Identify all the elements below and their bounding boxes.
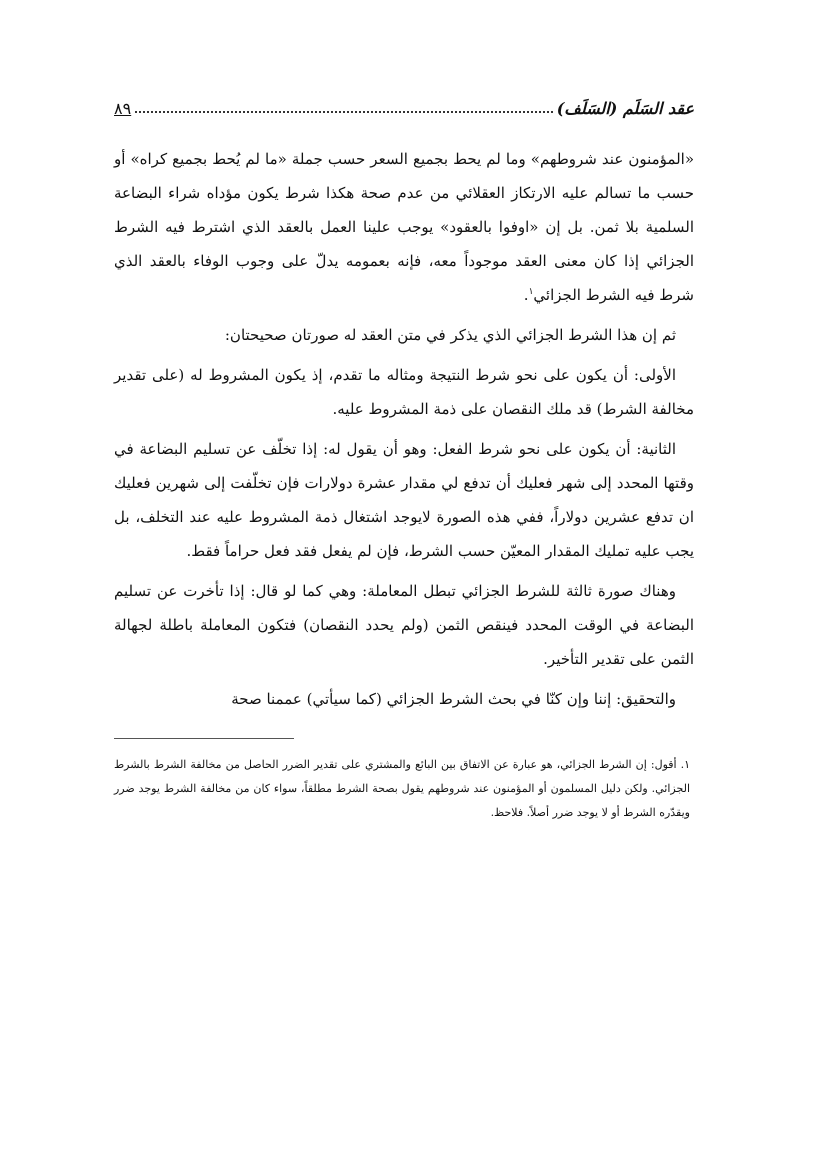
paragraph-1-text: «المؤمنون عند شروطهم» وما لم يحط بجميع السعر حسب جملة «ما لم يُحط بجميع كراه» أو حسب ما تسالم عليه الارتكاز العقلائي من عدم صحة هكذا شرط يكون مؤداه شراء البضاعة السلمية بلا ثمن. بل إن «اوفوا بالعقود» يوجب علينا العمل بالعقد الذي اشترط فيه الشرط الجزائي إذا كان معنى العقد موجوداً معه، فإنه بعمومه يدلّ على وجوب الوفاء بالعقد الذي شرط فيه الشرط الجزائي bbox=[114, 150, 694, 304]
paragraph-6: والتحقيق: إننا وإن كنّا في بحث الشرط الجزائي (كما سيأتي) عممنا صحة bbox=[231, 690, 676, 708]
footnote-reference[interactable]: ١ bbox=[528, 287, 534, 297]
footnote-text: أقول: إن الشرط الجزائي، هو عبارة عن الاتفاق بين البائع والمشتري على تقدير الضرر الحاصل من مخالفة الشرط بالشرط الجزائي. ولكن دليل المسلمون أو المؤمنون عند شروطهم يقول بصحة الشرط مطلقاً، سواء كان من مخالفة الشرط يوجد ضرر ويقدّره الشرط أو لا يوجد ضرر أصلاً. فلاحظ. bbox=[114, 758, 690, 819]
footnote-number: ١. bbox=[680, 758, 690, 771]
chapter-title: عقد السَلَم (السَلَف) bbox=[556, 99, 694, 118]
paragraph-3: الأولى: أن يكون على نحو شرط النتيجة ومثاله ما تقدم، إذ يكون المشروط له (على تقدير مخالفة الشرط) قد ملك النقصان على ذمة المشروط عليه. bbox=[114, 366, 694, 418]
running-header bbox=[114, 92, 694, 118]
footnote-separator bbox=[114, 738, 294, 739]
main-text bbox=[114, 142, 694, 716]
page-number: ٨٩ bbox=[114, 99, 132, 118]
book-page bbox=[114, 92, 694, 825]
paragraph-2: ثم إن هذا الشرط الجزائي الذي يذكر في متن العقد له صورتان صحيحتان: bbox=[224, 326, 676, 344]
paragraph-5: وهناك صورة ثالثة للشرط الجزائي تبطل المعاملة: وهي كما لو قال: إذا تأخرت عن تسليم البضاعة في الوقت المحدد فينقص الثمن (ولم يحدد النقصان) فتكون المعاملة باطلة لجهالة الثمن على تقدير التأخير. bbox=[114, 582, 694, 668]
paragraph-4: الثانية: أن يكون على نحو شرط الفعل: وهو أن يقول له: إذا تخلّف عن تسليم البضاعة في وقتها المحدد إلى شهر فعليك أن تدفع لي مقدار عشرة دولارات فإن تخلّفت إلى شهرين فعليك ان تدفع عشرين دولاراً، ففي هذه الصورة لايوجد اشتغال ذمة المشروط عليه عند التخلف، بل يجب عليه تمليك المقدار المعيّن حسب الشرط، فإن لم يفعل فقد فعل حراماً فقط. bbox=[114, 440, 694, 560]
footnote bbox=[114, 753, 694, 825]
header-dotted-leader bbox=[135, 110, 553, 113]
paragraph-1-end: . bbox=[523, 286, 529, 304]
paragraph-1 bbox=[114, 142, 694, 312]
